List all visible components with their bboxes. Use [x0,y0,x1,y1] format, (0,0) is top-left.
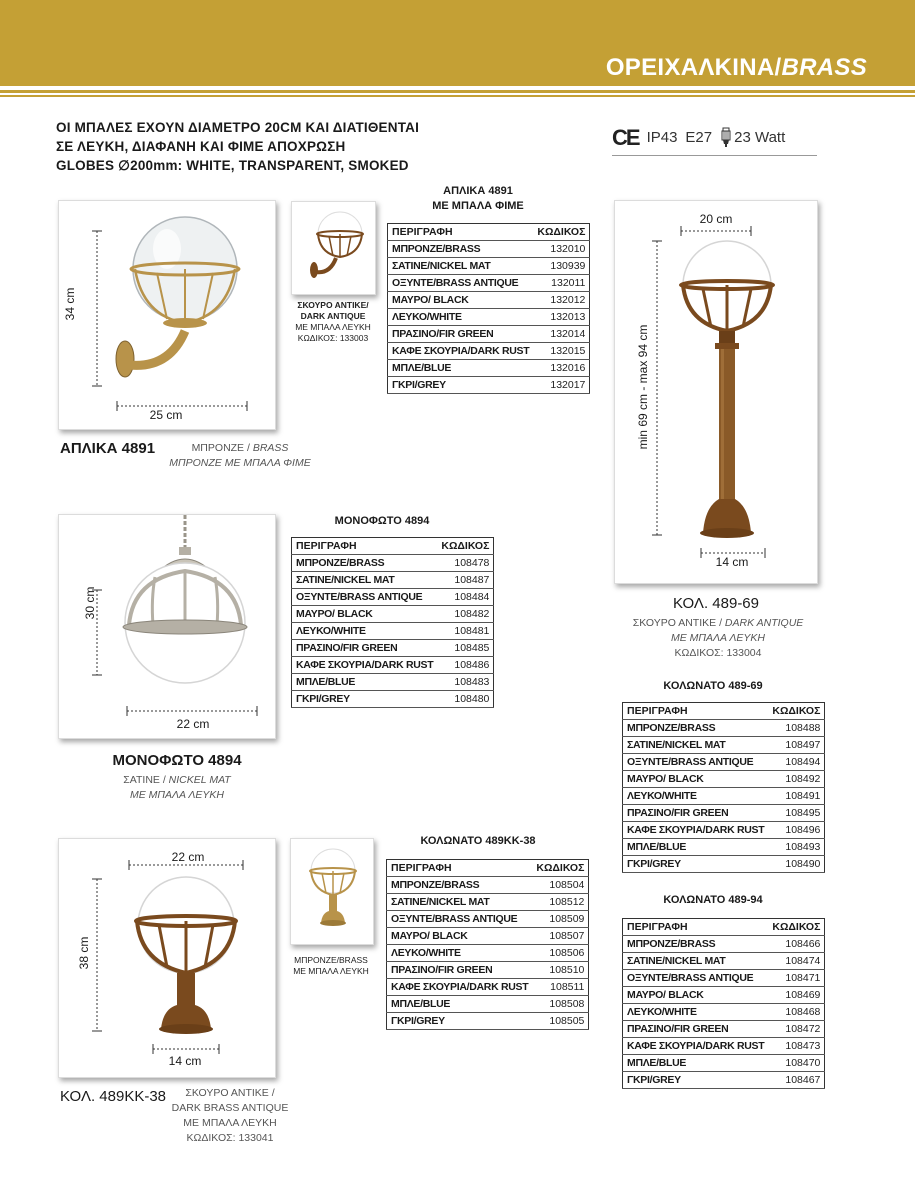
finish-description: ΜΠΡΟΝΖΕ/BRASS [623,720,769,737]
finish-description: ΣΑΤΙΝΕ/NICKEL MAT [623,953,769,970]
table-row [623,1055,825,1072]
product-code: 132010 [533,241,590,258]
code-table-kolonato94 [622,918,825,1089]
kolonato38-title: ΚΟΛ. 489ΚΚ-38 [60,1088,167,1105]
finish-description: ΓΚΡΙ/GREY [623,856,769,873]
finish-description: ΟΞΥΝΤΕ/BRASS ANTIQUE [623,970,769,987]
wattage: 23 Watt [734,129,786,146]
finish-description: ΜΑΥΡΟ/ BLACK [388,292,534,309]
column-header-description: ΠΕΡΙΓΡΑΦΗ [387,860,533,877]
kolonato69-base-label: 14 cm [715,555,749,569]
table-row [623,953,825,970]
table-row [623,1072,825,1089]
finish-description: ΜΠΛΕ/BLUE [623,839,769,856]
product-code: 108481 [437,623,494,640]
caption-line: ΚΩΔΙΚΟΣ: 133003 [297,333,369,343]
table-header-row [623,703,825,720]
table-row [387,877,589,894]
table-row [623,805,825,822]
finish-description: ΜΑΥΡΟ/ BLACK [623,771,769,788]
product-code: 132012 [533,292,590,309]
monofoto-width-label: 22 cm [176,717,210,731]
finish-description: ΣΑΤΙΝΕ/NICKEL MAT [292,572,438,589]
product-photo-aplika-4891 [58,200,276,430]
product-code: 108483 [437,674,494,691]
thumb-kolonato38-caption [293,955,369,977]
caption-line: ΜΕ ΜΠΑΛΑ ΛΕΥΚΗ [295,322,371,332]
finish-description: ΚΑΦΕ ΣΚΟΥΡΙΑ/DARK RUST [388,343,534,360]
table-row [387,962,589,979]
subtitle-line: ΚΩΔΙΚΟΣ: 133041 [186,1132,274,1144]
table-header-row [387,860,589,877]
table-row [388,258,590,275]
finish-description: ΠΡΑΣΙΝΟ/FIR GREEN [292,640,438,657]
table-row [623,788,825,805]
table-row [623,970,825,987]
kolonato38-subtitle [172,1086,289,1146]
aplika-title: ΑΠΛΙΚΑ 4891 [60,440,156,457]
wall-lamp-thumb-illustration [292,202,377,296]
product-code: 108466 [768,936,825,953]
table-title-line: ΑΠΛΙΚΑ 4891 [443,185,513,197]
table-row [623,720,825,737]
kolonato69-finish-en: DARK ANTIQUE [724,617,804,629]
table-row [623,1038,825,1055]
product-code: 108506 [532,945,589,962]
product-code: 108478 [437,555,494,572]
aplika-subtitle [160,441,320,471]
finish-description: ΓΚΡΙ/GREY [387,1013,533,1030]
finish-description: ΛΕΥΚΟ/WHITE [292,623,438,640]
aplika-finish-gr: ΜΠΡΟΝΖΕ / [191,442,253,454]
caption-line: ΣΚΟΥΡΟ ΑΝΤΙΚΕ/ [297,300,369,310]
table-row [292,657,494,674]
product-code: 108471 [768,970,825,987]
product-code: 132016 [533,360,590,377]
kolonato94-table-title: ΚΟΛΩΝΑΤΟ 489-94 [663,894,763,906]
table-row [387,928,589,945]
kolonato69-globe-note: ΜΕ ΜΠΑΛΑ ΛΕΥΚΗ [671,632,765,644]
table-row [623,1004,825,1021]
finish-description: ΠΡΑΣΙΝΟ/FIR GREEN [623,1021,769,1038]
product-code: 130939 [533,258,590,275]
column-header-code: ΚΩΔΙΚΟΣ [768,703,825,720]
product-code: 108495 [768,805,825,822]
table-header-row [388,224,590,241]
finish-description: ΛΕΥΚΟ/WHITE [623,1004,769,1021]
column-header-code: ΚΩΔΙΚΟΣ [768,919,825,936]
code-table-kolonato38 [386,859,589,1030]
finish-description: ΜΠΡΟΝΖΕ/BRASS [388,241,534,258]
product-code: 108482 [437,606,494,623]
socket-type: E27 [685,129,713,146]
table-row [623,822,825,839]
caption-line: DARK ANTIQUE [300,311,366,321]
table-row [292,640,494,657]
table-row [388,343,590,360]
table-row [388,292,590,309]
product-code: 108488 [768,720,825,737]
product-code: 108507 [532,928,589,945]
intro-line-1: ΟΙ ΜΠΑΛΕΣ ΕΧΟΥΝ ΔΙΑΜΕΤΡΟ 20CM ΚΑΙ ΔΙΑΤΙΘΕΝΤΑΙ [56,120,420,135]
subtitle-line: DARK BRASS ANTIQUE [171,1102,289,1114]
product-code: 132017 [533,377,590,394]
kolonato69-code: ΚΩΔΙΚΟΣ: 133004 [674,647,762,659]
caption-line: ΜΕ ΜΠΑΛΑ ΛΕΥΚΗ [293,966,369,976]
table-title-line: ΜΕ ΜΠΑΛΑ ΦΙΜΕ [432,200,524,212]
finish-description: ΠΡΑΣΙΝΟ/FIR GREEN [623,805,769,822]
monofoto-subtitle [123,773,230,803]
thumb-aplika-dark-antique [291,201,376,295]
product-code: 108473 [768,1038,825,1055]
table-row [292,572,494,589]
aplika-finish-en: BRASS [252,442,289,454]
page-title [606,54,867,82]
finish-description: ΓΚΡΙ/GREY [623,1072,769,1089]
product-photo-monofoto-4894 [58,514,276,739]
table-row [292,674,494,691]
table-row [292,606,494,623]
product-code: 132011 [533,275,590,292]
product-code: 108496 [768,822,825,839]
product-code: 108486 [437,657,494,674]
monofoto-title: ΜΟΝΟΦΩΤΟ 4894 [112,752,242,769]
finish-description: ΓΚΡΙ/GREY [292,691,438,708]
finish-description: ΚΑΦΕ ΣΚΟΥΡΙΑ/DARK RUST [623,822,769,839]
column-header-code: ΚΩΔΙΚΟΣ [532,860,589,877]
finish-description: ΠΡΑΣΙΝΟ/FIR GREEN [387,962,533,979]
finish-description: ΜΑΥΡΟ/ BLACK [623,987,769,1004]
finish-description: ΛΕΥΚΟ/WHITE [623,788,769,805]
product-code: 108511 [532,979,589,996]
finish-description: ΚΑΦΕ ΣΚΟΥΡΙΑ/DARK RUST [623,1038,769,1055]
product-code: 132013 [533,309,590,326]
finish-description: ΣΑΤΙΝΕ/NICKEL MAT [388,258,534,275]
product-code: 108492 [768,771,825,788]
kolonato38-height-label: 38 cm [77,936,91,970]
finish-description: ΛΕΥΚΟ/WHITE [388,309,534,326]
page-title-greek: ΟΡΕΙΧΑΛΚΙΝΑ/ [605,54,782,81]
product-code: 132015 [533,343,590,360]
table-row [292,623,494,640]
product-code: 108468 [768,1004,825,1021]
kolonato38-table-title: ΚΟΛΩΝΑΤΟ 489ΚΚ-38 [420,835,536,847]
finish-description: ΚΑΦΕ ΣΚΟΥΡΙΑ/DARK RUST [387,979,533,996]
product-code: 108508 [532,996,589,1013]
monofoto-finish-gr: ΣΑΤΙΝΕ / [123,774,169,786]
column-header-description: ΠΕΡΙΓΡΑΦΗ [388,224,534,241]
table-row [387,894,589,911]
post-lamp-thumb-illustration [291,839,375,946]
bulb-icon [720,127,732,149]
table-row [387,996,589,1013]
table-row [623,839,825,856]
table-row [388,241,590,258]
intro-line-2: ΣΕ ΛΕΥΚΗ, ΔΙΑΦΑΝΗ ΚΑΙ ΦΙΜΕ ΑΠΟΧΡΩΣΗ [56,139,346,154]
kolonato69-subtitle [633,616,804,661]
code-table-kolonato69 [622,702,825,873]
product-code: 108484 [437,589,494,606]
table-row [623,771,825,788]
thumb-kolonato38-brass [290,838,374,945]
intro-line-3: GLOBES ∅200mm: WHITE, TRANSPARENT, SMOKED [56,158,409,173]
table-row [623,737,825,754]
product-code: 108470 [768,1055,825,1072]
finish-description: ΜΠΡΟΝΖΕ/BRASS [292,555,438,572]
product-code: 108504 [532,877,589,894]
certification-row [612,120,817,156]
product-code: 108512 [532,894,589,911]
table-row [292,691,494,708]
table-row [387,979,589,996]
kolonato69-finish-gr: ΣΚΟΥΡΟ ΑΝΤΙΚΕ / [632,617,725,629]
column-header-description: ΠΕΡΙΓΡΑΦΗ [623,919,769,936]
column-header-code: ΚΩΔΙΚΟΣ [437,538,494,555]
caption-line: ΜΠΡΟΝΖΕ/BRASS [294,955,368,965]
page-title-english: BRASS [781,54,867,81]
finish-description: ΜΠΛΕ/BLUE [387,996,533,1013]
ce-mark-icon: CE [612,124,639,150]
product-code: 132014 [533,326,590,343]
kolonato69-width-label: 20 cm [699,212,733,226]
table-row [387,1013,589,1030]
product-code: 108487 [437,572,494,589]
finish-description: ΜΑΥΡΟ/ BLACK [292,606,438,623]
monofoto-table-title: ΜΟΝΟΦΩΤΟ 4894 [334,515,430,527]
column-header-code: ΚΩΔΙΚΟΣ [533,224,590,241]
finish-description: ΜΑΥΡΟ/ BLACK [387,928,533,945]
product-code: 108469 [768,987,825,1004]
thumb-aplika-caption [295,300,371,344]
finish-description: ΣΑΤΙΝΕ/NICKEL MAT [623,737,769,754]
table-row [623,856,825,873]
table-row [388,275,590,292]
monofoto-height-label: 30 cm [83,586,97,620]
product-code: 108472 [768,1021,825,1038]
monofoto-globe-note: ΜΕ ΜΠΑΛΑ ΛΕΥΚΗ [130,789,224,801]
ip-rating: IP43 [646,129,678,146]
aplika-width-label: 25 cm [149,408,183,422]
product-code: 108467 [768,1072,825,1089]
table-header-row [623,919,825,936]
table-row [388,326,590,343]
subtitle-line: ΜΕ ΜΠΑΛΑ ΛΕΥΚΗ [183,1117,277,1129]
wall-lamp-illustration [59,201,277,431]
product-code: 108493 [768,839,825,856]
table-row [388,377,590,394]
finish-description: ΠΡΑΣΙΝΟ/FIR GREEN [388,326,534,343]
finish-description: ΟΞΥΝΤΕ/BRASS ANTIQUE [387,911,533,928]
product-code: 108494 [768,754,825,771]
table-row [623,754,825,771]
header-stripe [0,95,915,97]
column-header-description: ΠΕΡΙΓΡΑΦΗ [292,538,438,555]
kolonato38-width-label: 22 cm [171,850,205,864]
product-code: 108510 [532,962,589,979]
finish-description: ΣΑΤΙΝΕ/NICKEL MAT [387,894,533,911]
table-row [388,309,590,326]
product-code: 108474 [768,953,825,970]
finish-description: ΜΠΛΕ/BLUE [623,1055,769,1072]
finish-description: ΜΠΡΟΝΖΕ/BRASS [623,936,769,953]
product-code: 108497 [768,737,825,754]
column-header-description: ΠΕΡΙΓΡΑΦΗ [623,703,769,720]
kolonato69-table-title: ΚΟΛΩΝΑΤΟ 489-69 [663,680,763,692]
kolonato69-height-label: min 69 cm - max 94 cm [636,324,650,450]
table-row [387,911,589,928]
kolonato38-base-label: 14 cm [168,1054,202,1068]
finish-description: ΟΞΥΝΤΕ/BRASS ANTIQUE [292,589,438,606]
product-code: 108480 [437,691,494,708]
finish-description: ΟΞΥΝΤΕ/BRASS ANTIQUE [388,275,534,292]
finish-description: ΜΠΡΟΝΖΕ/BRASS [387,877,533,894]
finish-description: ΜΠΛΕ/BLUE [292,674,438,691]
table-header-row [292,538,494,555]
aplika-height-label: 34 cm [63,287,77,321]
table-row [623,987,825,1004]
aplika-globe-note: ΜΠΡΟΝΖΕ ΜΕ ΜΠΑΛΑ ΦΙΜΕ [169,457,311,469]
table-row [623,936,825,953]
code-table-monofoto [291,537,494,708]
product-code: 108505 [532,1013,589,1030]
finish-description: ΜΠΛΕ/BLUE [388,360,534,377]
product-code: 108509 [532,911,589,928]
post-lamp-short-illustration [59,839,277,1079]
kolonato69-title: ΚΟΛ. 489-69 [672,595,760,612]
product-code: 108490 [768,856,825,873]
table-row [292,589,494,606]
code-table-aplika [387,223,590,394]
pendant-lamp-illustration [59,515,277,740]
table-row [292,555,494,572]
monofoto-finish-en: NICKEL MAT [168,774,231,786]
subtitle-line: ΣΚΟΥΡΟ ΑΝΤΙΚΕ / [185,1087,275,1099]
aplika-table-title [432,184,524,214]
product-code: 108485 [437,640,494,657]
table-row [387,945,589,962]
product-code: 108491 [768,788,825,805]
finish-description: ΓΚΡΙ/GREY [388,377,534,394]
finish-description: ΚΑΦΕ ΣΚΟΥΡΙΑ/DARK RUST [292,657,438,674]
finish-description: ΛΕΥΚΟ/WHITE [387,945,533,962]
table-row [388,360,590,377]
finish-description: ΟΞΥΝΤΕ/BRASS ANTIQUE [623,754,769,771]
table-row [623,1021,825,1038]
